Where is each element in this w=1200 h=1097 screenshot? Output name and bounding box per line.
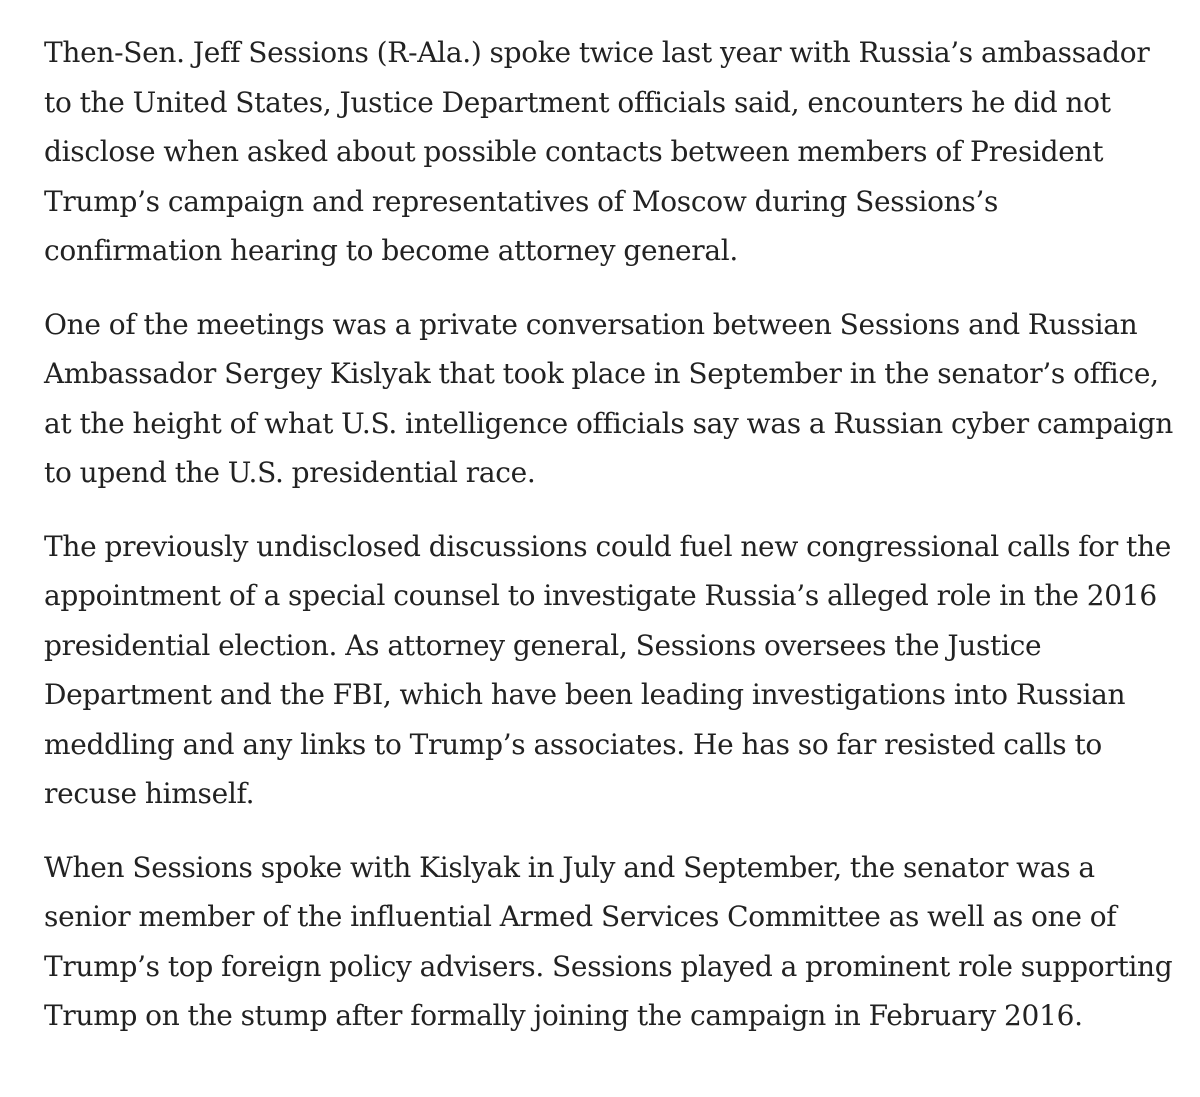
- article-paragraph-3: The previously undisclosed discussions could fuel new congressional calls for the appointment of a special counsel to investigate Russia’s alleged role in the 2016 presidential election. As attorney general, Sessions oversees the Justice Department and the FBI, which have been leading investigations into Russian meddling and any links to Trump’s associates. He has so far resisted calls to recuse himself.: [44, 529, 1171, 810]
- article-paragraph-2: One of the meetings was a private conversation between Sessions and Russian Ambassador Sergey Kislyak that took place in September in the senator’s office, at the height of what U.S. intelligence officials say was a Russian cyber campaign to upend the U.S. presidential race.: [44, 307, 1173, 489]
- article-paragraph-4: When Sessions spoke with Kislyak in July and September, the senator was a senior member of the influential Armed Services Committee as well as one of Trump’s top foreign policy advisers. Sessions played a prominent role supporting Trump on the stump after formally joining the campaign in February 2016.: [44, 850, 1173, 1032]
- article-paragraph-1: Then-Sen. Jeff Sessions (R-Ala.) spoke twice last year with Russia’s ambassador to the United States, Justice Department officials said, encounters he did not disclose when asked about possible contacts between members of President Trump’s campaign and representatives of Moscow during Sessions’s confirmation hearing to become attorney general.: [44, 36, 1150, 267]
- article-body: [44, 28, 1174, 1065]
